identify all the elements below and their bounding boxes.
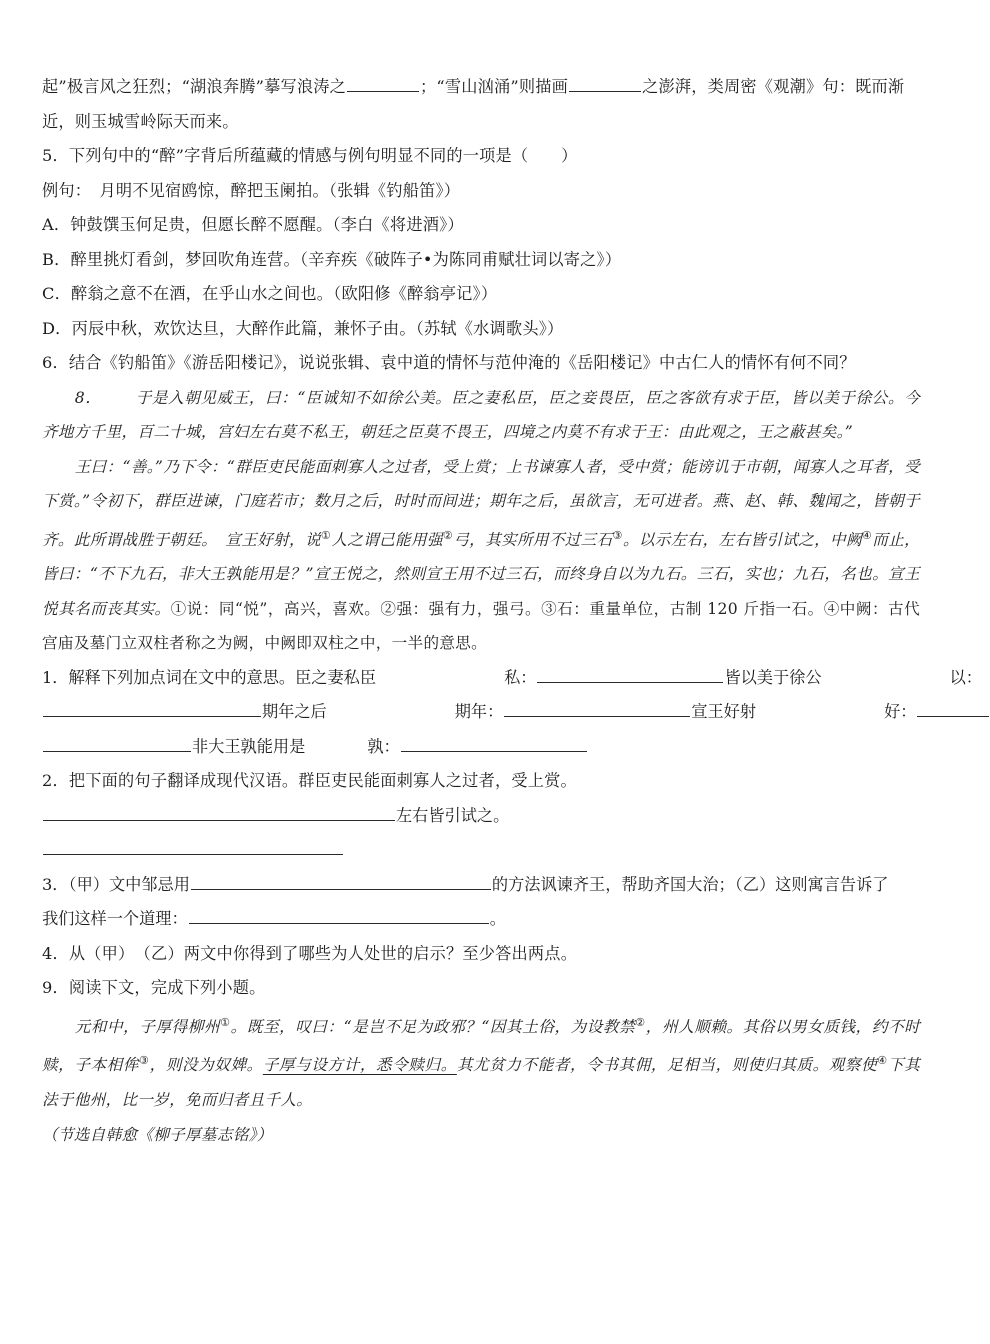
q5-option-a[interactable]: A．钟鼓馔玉何足贵，但愿长醉不愿醒。（李白《将进酒》）: [42, 215, 464, 234]
sub-q1-text-qinianzhihou: 期年之后: [262, 702, 327, 722]
q4-tail-text-a: 起”极言风之狂烈；“湖浪奔腾”摹写浪涛之: [42, 77, 347, 96]
sub-q3-line-1: [42, 868, 920, 903]
q8-passage-text-1: 于是入朝见威王，曰：“臣诚知不如徐公美。臣之妻私臣，臣之妾畏臣，臣之客欲有求于臣，皆以美于徐公。今齐地方千里，百二十城，宫妇左右莫不私王，朝廷之臣莫不畏王，四境之内莫不有求于王：由此观之，王之蔽甚矣。”: [42, 388, 920, 441]
sub-q1-stem: 1．解释下列加点词在文中的意思。臣之妻私臣: [42, 667, 377, 687]
q5-option-d[interactable]: D．丙辰中秋，欢饮达旦，大醉作此篇，兼怀子由。（苏轼《水调歌头》）: [42, 318, 564, 338]
q8-passage-text-2d: 。以示左右，左右皆引试之，中阙: [622, 530, 862, 549]
q8-passage-text-2c: 弓，其实所用不过三石: [453, 530, 613, 549]
note-marker-1: ①: [220, 1015, 231, 1029]
q8-notes: ①说：同“悦”，高兴，喜欢。②强：强有力，强弓。③石：重量单位，古制 120 斤指一石。④中阙：古代宫庙及墓门立双柱者称之为阙，中阙即双柱之中，一半的意思。: [42, 599, 920, 653]
sub-q3-text-c: 我们这样一个道理：: [42, 909, 188, 929]
q9-underlined-sentence: 子厚与设方计，悉令赎归。: [262, 1056, 457, 1075]
q5-option-c[interactable]: C．醉翁之意不在酒，在乎山水之间也。（欧阳修《醉翁亭记》）: [42, 284, 498, 303]
q9-passage-text-a: 元和中，子厚得柳州: [74, 1017, 221, 1036]
q9-passage-text-c: ，州人顺赖。其俗以男女质钱，约不时赎，子本相侔: [42, 1017, 921, 1075]
answer-blank-hao-cont[interactable]: [43, 734, 191, 752]
q4-tail-text-b: ；“雪山汹涌”则描画: [420, 77, 569, 96]
q8-number: 8．: [74, 388, 102, 407]
sub-q2-answer-line-2: [42, 833, 920, 868]
note-marker-3: ③: [612, 528, 623, 542]
answer-blank-yi[interactable]: [43, 699, 261, 717]
answer-blank-translate-1[interactable]: [43, 803, 395, 821]
note-marker-4: ④: [861, 528, 873, 542]
fill-blank[interactable]: [569, 74, 641, 92]
answer-blank-moral[interactable]: [189, 906, 489, 924]
q8-passage-text-2e: 而止，皆曰：“不下九石，非大王孰能用是？”宣王悦之，然则宣王用不过三石，而终身自以为九石。三石，实也；九石，名也。宣王悦其名而丧其实。: [42, 530, 921, 618]
sub-q1-line-1: [42, 661, 982, 696]
q8-passage-text-2b: 人之谓己能用强: [331, 530, 443, 549]
fill-blank[interactable]: [347, 74, 419, 92]
sub-q1-text-jieyimei: 皆以美于徐公: [724, 667, 822, 687]
note-marker-4: ④: [877, 1054, 888, 1068]
answer-blank-hao[interactable]: [917, 699, 989, 717]
q9-passage-text-f: 下其法于他州，比一岁，免而归者且千人。: [42, 1056, 920, 1110]
sub-q3-text-a: 3．（甲）文中邹忌用: [42, 874, 190, 894]
q4-tail-text-c: 之澎湃，类周密《观潮》句：既而渐: [642, 77, 905, 96]
q5-option-b[interactable]: B．醉里挑灯看剑，梦回吹角连营。（辛弃疾《破阵子•为陈同甫赋壮词以寄之》）: [42, 249, 622, 269]
q5-stem: 5．下列句中的“醉”字背后所蕴藏的情感与例句明显不同的一项是（ ）: [42, 146, 578, 165]
q6-stem: 6．结合《钓船笛》《游岳阳楼记》，说说张辑、袁中道的情怀与范仲淹的《岳阳楼记》中古仁人的情怀有何不同？: [42, 353, 856, 372]
sub-q1-label-shu: 孰：: [367, 736, 400, 756]
sub-q1-text-xuanwang: 宣王好射: [691, 702, 757, 722]
q8-passage-paragraph-1: [42, 381, 920, 450]
sub-q2-text: 左右皆引试之。: [396, 805, 510, 825]
q9-passage: [42, 1006, 920, 1118]
note-marker-2: ②: [635, 1015, 646, 1029]
sub-q1-text-feidawang: 非大王孰能用是: [192, 736, 306, 756]
note-marker-3: ③: [139, 1054, 150, 1068]
q9-passage-text-b: 。既至，叹曰：“是岂不足为政邪？“因其土俗，为设教禁: [230, 1017, 636, 1036]
answer-blank-method[interactable]: [191, 872, 491, 890]
sub-q1-line-2: [42, 695, 920, 730]
q8-passage-paragraph-2: [42, 450, 920, 661]
q9-source-attribution: （节选自韩愈《柳子厚墓志铭》）: [42, 1125, 273, 1144]
q9-passage-text-e: 其尤贫力不能者，令书其佣，足相当，则使归其质。观察使: [456, 1056, 878, 1075]
sub-q2-answer-line-1: [42, 799, 920, 834]
sub-q3-text-b: 的方法讽谏齐王，帮助齐国大治；（乙）这则寓言告诉了: [491, 874, 889, 894]
sub-q1-label-hao: 好：: [884, 702, 917, 722]
sub-q1-label-si: 私：: [504, 667, 537, 687]
answer-blank-qinian[interactable]: [504, 699, 690, 717]
sub-q2-stem: 2．把下面的句子翻译成现代汉语。群臣吏民能面刺寡人之过者，受上赏。: [42, 771, 577, 791]
sub-q3-text-d: 。: [489, 909, 506, 929]
answer-blank-si[interactable]: [537, 665, 723, 683]
q4-tail-line-1: [42, 70, 920, 105]
answer-blank-shu[interactable]: [401, 734, 587, 752]
q9-stem: 9．阅读下文，完成下列小题。: [42, 978, 266, 998]
sub-q1-label-qinian: 期年：: [454, 702, 504, 722]
note-marker-1: ①: [320, 528, 332, 542]
note-marker-2: ②: [442, 528, 454, 542]
sub-q4-stem: 4．从（甲） （乙）两文中你得到了哪些为人处世的启示？至少答出两点。: [42, 943, 578, 963]
q8-passage-text-2a: 王曰：“善。”乃下令：“群臣吏民能面刺寡人之过者，受上赏；上书谏寡人者，受中赏；能谤讥于市朝，闻寡人之耳者，受下赏。”令初下，群臣进谏，门庭若市；数月之后，时时而间进；期年之后，虽欲言，无可进者。燕、赵、韩、魏闻之，皆朝于齐。此所谓战胜于朝廷。 宣王好射，说: [42, 457, 920, 549]
sub-q3-line-2: [42, 902, 920, 937]
q9-passage-text-d: ，则没为奴婢。: [149, 1056, 263, 1075]
sub-q1-line-3: [42, 730, 920, 765]
sub-q1-label-yi: 以：: [949, 667, 982, 687]
answer-blank-translate-2[interactable]: [43, 837, 343, 855]
q4-tail-line-2: 近，则玉城雪岭际天而来。: [42, 111, 239, 131]
q5-example: 例句： 月明不见宿鸥惊，醉把玉阑拍。（张辑《钓船笛》）: [42, 180, 461, 200]
